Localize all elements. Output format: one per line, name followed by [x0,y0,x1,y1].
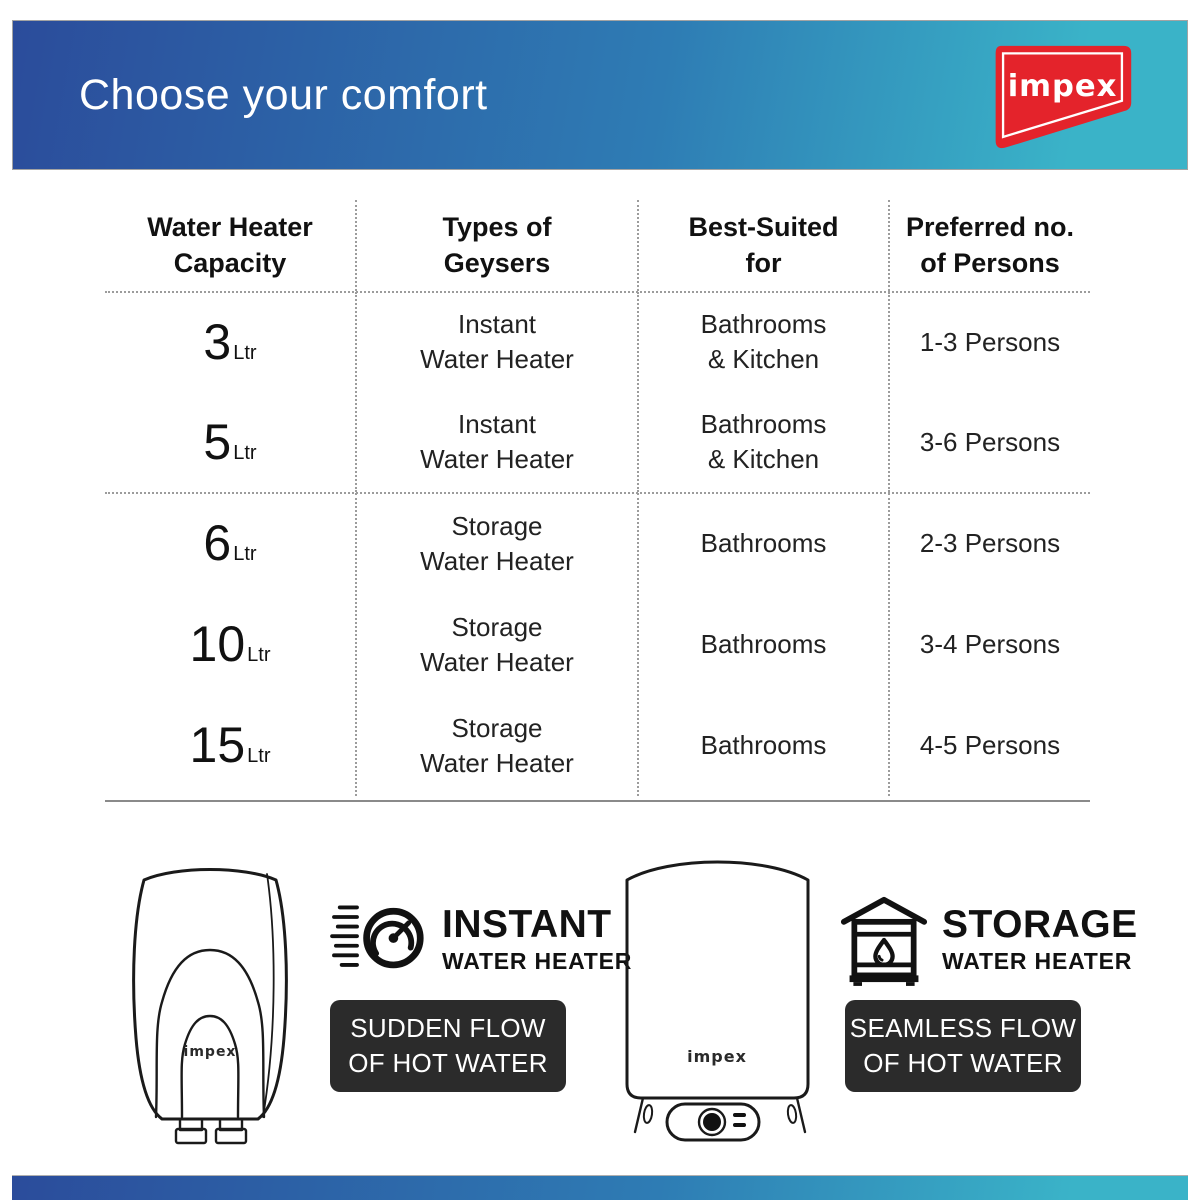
persons-cell: 1-3 Persons [919,326,1061,357]
header-banner [12,20,1188,170]
instant-heading-text [442,902,633,976]
table-header-row [105,200,1090,291]
instant-title: INSTANT [442,902,612,946]
storage-tank-icon [840,892,928,988]
type-cell: Instant Water Heater [420,309,574,374]
column-header: Types of Geysers [442,212,552,278]
suited-cell: Bathrooms [700,730,827,761]
col-persons [890,493,1090,796]
suited-cell: Bathrooms & Kitchen [700,309,827,374]
header-col-persons [890,200,1090,291]
capacity-cell: 15 Ltr [189,717,271,774]
instant-heading-block [330,892,632,988]
col-suited [639,292,890,492]
persons-cell: 3-4 Persons [919,629,1061,660]
speedometer-icon [330,894,430,986]
storage-water-heater-illustration [615,848,825,1158]
capacity-cell: 10 Ltr [189,616,271,673]
type-cell: Storage Water Heater [420,611,574,677]
table-bottom-rule [105,800,1090,802]
type-cell: Storage Water Heater [420,712,574,778]
type-cell: Instant Water Heater [420,409,574,474]
persons-cell: 3-6 Persons [919,426,1061,457]
col-type [357,493,639,796]
instant-tagline-box: SUDDEN FLOW OF HOT WATER [330,1000,566,1092]
footer-band [12,1175,1188,1200]
instant-subtitle: WATER HEATER [442,948,633,975]
page-title: Choose your comfort [79,70,488,119]
persons-cell: 2-3 Persons [919,528,1061,559]
storage-title: STORAGE [942,902,1138,946]
logo-wordmark: impex [1007,69,1118,105]
capacity-cell: 5 Ltr [203,413,257,470]
suited-cell: Bathrooms [700,528,827,559]
header-col-capacity [105,200,357,291]
storage-tagline-box: SEAMLESS FLOW OF HOT WATER [845,1000,1081,1092]
col-type [357,292,639,492]
header-col-suited [639,200,890,291]
instant-water-heater-illustration [112,856,308,1156]
device-logo-wordmark: impex [183,1044,237,1060]
suited-cell: Bathrooms & Kitchen [700,409,827,474]
col-persons [890,292,1090,492]
column-header: Best-Suited for [688,212,839,278]
column-header: Preferred no. of Persons [905,212,1075,278]
table-group-storage [105,493,1090,796]
storage-subtitle: WATER HEATER [942,948,1133,975]
persons-cell: 4-5 Persons [919,730,1061,761]
device-logo-wordmark: impex [687,1047,747,1066]
col-capacity [105,292,357,492]
type-cell: Storage Water Heater [420,510,574,576]
column-header: Water Heater Capacity [147,212,313,278]
storage-heading-block [840,892,1138,988]
header-col-type [357,200,639,291]
col-capacity [105,493,357,796]
capacity-cell: 3 Ltr [203,313,257,370]
impex-logo [992,45,1133,149]
suited-cell: Bathrooms [700,629,827,660]
storage-heading-text [942,902,1138,976]
col-suited [639,493,890,796]
capacity-cell: 6 Ltr [203,515,257,572]
table-group-instant [105,292,1090,492]
